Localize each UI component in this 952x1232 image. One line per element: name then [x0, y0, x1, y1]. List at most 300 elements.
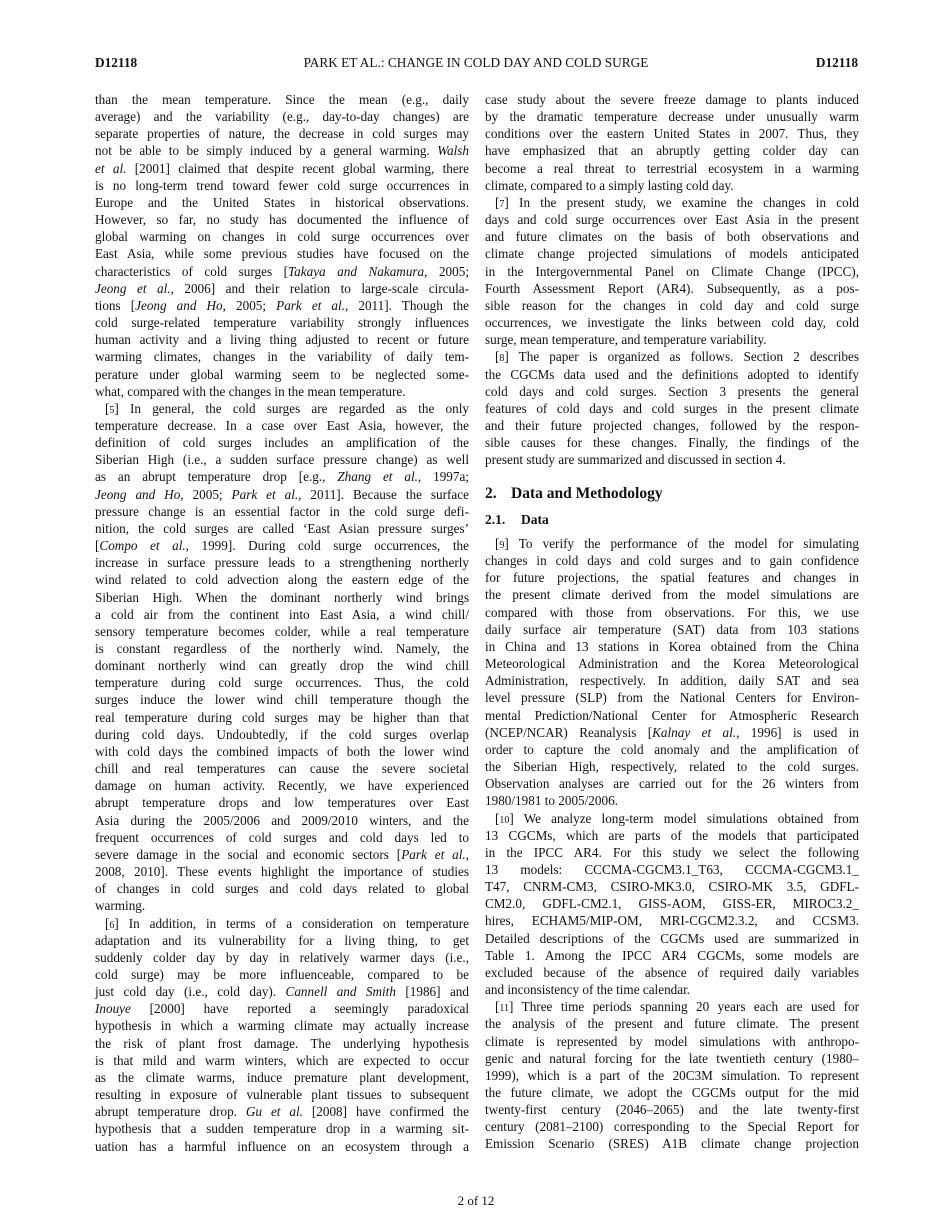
text-line	[95, 142, 469, 159]
body-text: Detailed descriptions of the CGCMs used are summarized in	[485, 930, 859, 946]
text-line	[95, 589, 469, 606]
text-line	[95, 125, 469, 142]
paragraph-bracket: ]	[114, 400, 119, 416]
body-text: [	[95, 538, 100, 554]
body-text: the risk of plant frost damage. The underlying hypothesis	[95, 1035, 469, 1051]
text-line	[95, 812, 469, 829]
body-text: case study about the severe freeze damage to plants induced	[485, 92, 859, 107]
text-line	[95, 623, 469, 640]
body-text: [2001] claimed that despite recent global warming, there	[126, 160, 469, 176]
body-text: human activity and a living thing adjusted to recent or future	[95, 332, 469, 348]
paragraph-bracket: [	[495, 810, 500, 826]
body-text: The paper is organized as follows. Section 2 describes	[508, 349, 859, 365]
text-line	[95, 331, 469, 348]
body-text: become a real threat to terrestrial ecosystem in a warming	[485, 160, 859, 176]
body-text: suddenly colder day by day in relatively warmer days (i.e.,	[95, 949, 469, 965]
body-text: , 1999]. During cold surge occurrences, the	[185, 538, 469, 554]
body-text: and inconsistency of the time calendar.	[485, 982, 691, 998]
body-text: , 2005;	[424, 263, 469, 279]
paragraph-number: 9	[499, 540, 505, 551]
text-line	[95, 897, 469, 914]
body-text: excluded because of the absence of required daily variables	[485, 964, 859, 980]
text-line	[485, 1050, 859, 1067]
text-line	[95, 794, 469, 811]
text-line	[485, 417, 859, 434]
body-text: real temperature during cold surges may be higher than that	[95, 709, 469, 725]
text-line	[485, 1015, 859, 1032]
body-text: characteristics of cold surges [	[95, 263, 289, 279]
text-line	[485, 194, 859, 211]
paragraph	[95, 91, 469, 400]
body-text: However, so far, no study has documented the influence of	[95, 212, 469, 228]
body-text: is that mild and warm winters, which are expected to occur	[95, 1052, 469, 1068]
body-text: and future climates on the basis of both observations and	[485, 229, 859, 245]
body-text: warming climates, changes in the variability of daily tem-	[95, 349, 469, 365]
body-text: mental Prediction/National Center for Atmospheric Research	[485, 707, 859, 723]
text-line	[485, 930, 859, 947]
paragraph-bracket: ]	[504, 536, 509, 551]
body-text: , 2011]. Because the surface	[298, 486, 469, 502]
text-line	[95, 863, 469, 880]
text-line	[485, 895, 859, 912]
body-text: To verify the performance of the model for simulating	[508, 536, 859, 551]
body-text: order to capture the cold anomaly and the amplification of	[485, 741, 859, 757]
body-text: century (2081–2100) corresponding to the Special Report for	[485, 1119, 859, 1135]
text-line	[95, 211, 469, 228]
text-line	[95, 314, 469, 331]
body-text: Europe and the United States in historical observations.	[95, 194, 469, 210]
text-line	[485, 1033, 859, 1050]
body-text: of changes in cold surges and cold days related to global	[95, 881, 469, 897]
body-text: abrupt temperature drop.	[95, 1104, 246, 1120]
body-text: , 2005;	[222, 297, 277, 313]
running-title: PARK ET AL.: CHANGE IN COLD DAY AND COLD SURGE	[303, 55, 649, 70]
body-text: surge, mean temperature, and temperature variability.	[485, 332, 767, 348]
text-line	[95, 417, 469, 434]
body-text: resulting in exposure of vulnerable plant tissues to subsequent	[95, 1087, 469, 1103]
text-line	[95, 91, 469, 108]
body-text: what, compared with the changes in the mean temperature.	[95, 383, 406, 399]
text-line	[485, 878, 859, 895]
body-text: pressure change is an essential factor in the cold surge defi-	[95, 503, 469, 519]
citation-text: Cannell and Smith	[285, 984, 396, 1000]
body-text: [2008] have confirmed the	[302, 1104, 469, 1120]
body-text: CM2.0, GDFL-CM2.1, GISS-AOM, GISS-ER, MIROC3.2_	[485, 896, 859, 912]
body-text: Asia during the 2005/2006 and 2009/2010 winters, and the	[95, 812, 469, 828]
body-text: climate is represented by model simulations with anthropo-	[485, 1033, 859, 1049]
body-text: as an abrupt temperature drop [e.g.,	[95, 469, 338, 485]
text-line	[485, 912, 859, 929]
text-line	[95, 932, 469, 949]
body-text: 13 CGCMs, which are parts of the models that participated	[485, 827, 859, 843]
left-column	[95, 91, 469, 1155]
body-text: genic and natural forcing for the late twentieth century (1980–	[485, 1050, 859, 1066]
text-line	[485, 211, 859, 228]
text-line	[485, 998, 859, 1015]
text-line	[95, 777, 469, 794]
text-line	[95, 434, 469, 451]
text-line	[95, 468, 469, 485]
paragraph	[485, 91, 859, 194]
text-line	[485, 827, 859, 844]
text-line	[485, 125, 859, 142]
body-text: increase in surface pressure leads to a strengthening northerly	[95, 555, 469, 571]
page-number: 2 of 12	[457, 1193, 495, 1208]
body-text: daily surface air temperature (SAT) data from 103 stations	[485, 621, 859, 637]
text-line	[95, 1120, 469, 1137]
paragraph-bracket: ]	[504, 194, 509, 210]
body-text: In addition, in terms of a consideration on temperature	[118, 915, 469, 931]
body-text: sensory temperature becomes colder, while a real temperature	[95, 623, 469, 639]
text-line	[95, 108, 469, 125]
body-text: In the present study, we examine the changes in cold	[508, 194, 859, 210]
citation-text: Compo et al.	[99, 538, 186, 554]
body-text: abrupt temperature drops and low temperatures over East	[95, 795, 469, 811]
paragraph-number: 7	[499, 198, 505, 210]
text-line	[485, 655, 859, 672]
paragraph	[485, 810, 859, 999]
subsection-number: 2.1.	[485, 512, 506, 527]
right-column-bottom	[485, 535, 859, 1153]
body-text: climate, compared to a simply lasting cold day.	[485, 177, 734, 193]
body-text: chill and real temperatures can cause the severe societal	[95, 761, 469, 777]
body-text: severe damage in the social and economic sectors [	[95, 846, 402, 862]
text-line	[485, 552, 859, 569]
text-line	[485, 638, 859, 655]
body-text: than the mean temperature. Since the mean (e.g., daily	[95, 92, 469, 107]
text-line	[485, 741, 859, 758]
subsection-title: Data	[521, 512, 549, 527]
text-line	[485, 383, 859, 400]
paragraph-bracket: [	[495, 536, 500, 551]
text-line	[95, 348, 469, 365]
body-text: and their future projected changes, followed by the respon-	[485, 417, 859, 433]
body-text: perature under global warming seem to be neglected some-	[95, 366, 469, 382]
subsection-heading	[485, 512, 549, 528]
body-text: , 1996] is used in	[736, 724, 859, 740]
text-line	[485, 604, 859, 621]
body-text: cold surge-related temperature variability strongly influences	[95, 315, 469, 331]
text-line	[95, 1086, 469, 1103]
text-line	[95, 846, 469, 863]
section-title: Data and Methodology	[511, 485, 663, 502]
text-line	[485, 1118, 859, 1135]
paragraph-bracket: [	[495, 349, 500, 365]
text-line	[485, 177, 859, 194]
body-text: , 2005;	[180, 486, 232, 502]
paragraph-bracket: ]	[504, 349, 509, 365]
text-line	[485, 621, 859, 638]
citation-text: Takaya and Nakamura	[288, 263, 425, 279]
body-text: a cold air from the continent into East Asia, a wind chill/	[95, 606, 469, 622]
body-text: adaptation and its vulnerability for a living thing, to get	[95, 932, 469, 948]
citation-text: Jeong and Ho	[95, 486, 181, 502]
body-text: by the dramatic temperature decrease under unusually warm	[485, 109, 859, 125]
text-line	[95, 880, 469, 897]
paragraph-number: 8	[499, 353, 505, 365]
paragraph-number: 6	[109, 919, 115, 931]
text-line	[95, 503, 469, 520]
body-text: climate change projected simulations of models anticipated	[485, 246, 859, 262]
body-text: is no long-term trend toward fewer cold surge occurrences in	[95, 177, 469, 193]
paragraph-bracket: [	[495, 194, 500, 210]
text-line	[95, 571, 469, 588]
body-text: the analysis of the present and future climate. The present	[485, 1016, 859, 1032]
body-text: wind related to cold advection along the eastern edge of the	[95, 572, 469, 588]
text-line	[485, 981, 859, 998]
text-line	[485, 366, 859, 383]
text-line	[485, 142, 859, 159]
text-line	[485, 1067, 859, 1084]
body-text: East Asia, while some previous studies have focused on the	[95, 246, 469, 262]
text-line	[95, 743, 469, 760]
body-text: changes in cold days and cold surges and to gain confidence	[485, 553, 859, 569]
body-text: during cold days. Undoubtedly, if the cold surges overlap	[95, 726, 469, 742]
text-line	[95, 280, 469, 297]
text-line	[485, 672, 859, 689]
body-text: [1986] and	[395, 984, 469, 1000]
body-text: level pressure (SLP) from the National Centers for Environ-	[485, 690, 859, 706]
text-line	[485, 434, 859, 451]
paragraph	[485, 998, 859, 1152]
text-line	[485, 586, 859, 603]
text-line	[95, 709, 469, 726]
body-text: is constant regardless of the northerly wind. Namely, the	[95, 641, 469, 656]
paragraph-bracket: [	[105, 915, 110, 931]
text-line	[95, 245, 469, 262]
text-line	[95, 486, 469, 503]
body-text: nition, the cold surges are called ‘East Asian pressure surges’	[95, 520, 469, 536]
text-line	[95, 657, 469, 674]
body-text: temperature during cold surge occurrences. Thus, the cold	[95, 675, 469, 691]
text-line	[485, 689, 859, 706]
text-line	[95, 520, 469, 537]
paragraph	[485, 535, 859, 810]
body-text: dominant northerly wind can greatly drop the wind chill	[95, 658, 469, 674]
body-text: cold surge) may be more influenceable, compared to be	[95, 966, 469, 982]
body-text: , 2011]. Though the	[345, 297, 469, 313]
text-line	[485, 91, 859, 108]
body-text: for future projections, the spatial features and changes in	[485, 570, 859, 586]
text-line	[95, 366, 469, 383]
journal-id-right: D12118	[815, 55, 858, 70]
body-text: in the IPCC AR4. For this study we select the following	[485, 844, 859, 860]
text-line	[95, 451, 469, 468]
text-line	[95, 263, 469, 280]
body-text: Siberian High. When the dominant northerly wind brings	[95, 589, 469, 605]
body-text: sible causes for these changes. Finally, the findings of the	[485, 435, 859, 451]
body-text: hires, ECHAM5/MIP-OM, MRI-CGCM2.3.2, and CCSM3.	[485, 913, 859, 929]
paragraph-bracket: ]	[509, 999, 514, 1015]
text-line	[95, 1138, 469, 1155]
text-line	[95, 726, 469, 743]
text-line	[485, 297, 859, 314]
paragraph-number: 11	[499, 1003, 510, 1015]
citation-text: Jeong and Ho	[135, 297, 223, 313]
body-text: Meteorological Administration and the Korea Meteorological	[485, 656, 859, 672]
body-text: sible reason for the changes in cold day and cold surge	[485, 297, 859, 313]
body-text: definition of cold surges includes an amplification of the	[95, 435, 469, 451]
body-text: compared with those from observations. For this, we use	[485, 604, 859, 620]
body-text: In general, the cold surges are regarded as the only	[118, 400, 469, 416]
body-text: separate properties of nature, the decrease in cold surges may	[95, 126, 469, 142]
citation-text: Inouye	[95, 1001, 131, 1017]
text-line	[485, 245, 859, 262]
body-text: the future climate, we adopt the CGCMs output for the mid	[485, 1085, 859, 1100]
body-text: T47, CNRM-CM3, CSIRO-MK3.0, CSIRO-MK 3.5, GDFL-	[485, 879, 859, 895]
paragraph	[485, 348, 859, 468]
text-line	[485, 331, 859, 348]
body-text: days and cold surge occurrences over East Asia in the present	[485, 212, 859, 228]
body-text: Emission Scenario (SRES) A1B climate change projection	[485, 1136, 859, 1152]
paragraph-bracket: [	[105, 400, 110, 416]
text-line	[95, 606, 469, 623]
body-text: damage on human activity. Recently, we have experienced	[95, 778, 469, 794]
text-line	[95, 966, 469, 983]
right-column-top	[485, 91, 859, 468]
body-text: present study are summarized and discussed in section 4.	[485, 452, 786, 468]
paragraph	[95, 400, 469, 915]
body-text: 13 models: CCCMA-CGCM3.1_T63, CCCMA-CGCM3.1_	[485, 861, 859, 877]
text-line	[95, 1069, 469, 1086]
body-text: twenty-first century (2046–2065) and the late twenty-first	[485, 1102, 859, 1118]
text-line	[485, 263, 859, 280]
text-line	[485, 947, 859, 964]
text-line	[95, 160, 469, 177]
paragraph-bracket: [	[495, 999, 500, 1015]
body-text: just cold day (i.e., cold day).	[95, 984, 286, 1000]
body-text: conditions over the eastern United States in 2007. Thus, they	[485, 126, 859, 142]
section-heading	[485, 485, 663, 503]
body-text: in the Intergovernmental Panel on Climate Change (IPCC),	[485, 263, 859, 279]
citation-text: Gu et al.	[245, 1104, 303, 1120]
citation-text: Park et al.	[231, 486, 299, 502]
text-line	[485, 280, 859, 297]
paragraph-bracket: ]	[114, 915, 119, 931]
citation-text: Jeong et al.	[95, 280, 171, 296]
body-text: ,	[465, 846, 469, 862]
text-line	[95, 537, 469, 554]
body-text: [2000] have reported a seemingly paradoxical	[130, 1001, 469, 1017]
paragraph-bracket: ]	[509, 810, 514, 826]
text-line	[485, 348, 859, 365]
body-text: the present climate derived from the model simulations are	[485, 587, 859, 603]
text-line	[485, 314, 859, 331]
body-text: Fourth Assessment Report (AR4). Subsequently, as a pos-	[485, 280, 859, 296]
text-line	[95, 194, 469, 211]
text-line	[95, 1052, 469, 1069]
text-line	[95, 297, 469, 314]
body-text: 1999), which is a part of the 20C3M simulation. To represent	[485, 1067, 859, 1083]
citation-text: Park et al.	[276, 297, 345, 313]
text-line	[485, 160, 859, 177]
citation-text: Park et al.	[401, 846, 466, 862]
body-text: We analyze long-term model simulations obtained from	[513, 810, 859, 826]
text-line	[95, 983, 469, 1000]
body-text: Three time periods spanning 20 years each are used for	[513, 999, 859, 1015]
body-text: Siberian High (i.e., a sudden surface pressure change) as well	[95, 452, 469, 468]
body-text: the CGCMs data used and the definitions adopted to identify	[485, 366, 859, 382]
body-text: 2008, 2010]. These events highlight the importance of studies	[95, 864, 469, 880]
body-text: surges induce the lower wind chill temperature though the	[95, 692, 469, 708]
text-line	[95, 949, 469, 966]
citation-text: Zhang et al.	[337, 469, 418, 485]
text-line	[485, 1084, 859, 1101]
text-line	[95, 177, 469, 194]
body-text: frequent occurrences of cold surges and cold days led to	[95, 829, 469, 845]
text-line	[485, 775, 859, 792]
body-text: 1980/1981 to 2005/2006.	[485, 793, 618, 809]
text-line	[95, 400, 469, 417]
text-line	[485, 964, 859, 981]
text-line	[95, 1000, 469, 1017]
text-line	[95, 1103, 469, 1120]
journal-id-left: D12118	[95, 55, 138, 70]
body-text: in China and 13 stations in Korea obtained from the China	[485, 638, 859, 654]
body-text: hypothesis that a sudden temperature drop in a warming sit-	[95, 1121, 469, 1137]
paragraph	[95, 915, 469, 1155]
text-line	[95, 383, 469, 400]
body-text: the Siberian High, respectively, related to the cold surges.	[485, 759, 859, 775]
body-text: features of cold days and cold surges in the present climate	[485, 400, 859, 416]
body-text: occurrences, we investigate the links between cold day, cold	[485, 315, 859, 331]
body-text: Observation analyses are carried out for the 26 winters from	[485, 776, 859, 792]
text-line	[95, 829, 469, 846]
text-line	[485, 569, 859, 586]
body-text: global warming on changes in cold surge occurrences over	[95, 229, 469, 245]
text-line	[485, 792, 859, 809]
text-line	[485, 861, 859, 878]
text-line	[485, 844, 859, 861]
body-text: , 1997a;	[417, 469, 469, 485]
body-text: with cold days the combined impacts of both the lower wind	[95, 743, 469, 759]
paragraph-number: 10	[499, 814, 510, 826]
text-line	[485, 400, 859, 417]
paragraph-number: 5	[109, 404, 115, 416]
text-line	[95, 674, 469, 691]
body-text: uation has a harmful influence on an ecosystem through a	[95, 1138, 469, 1154]
text-line	[485, 724, 859, 741]
text-line	[95, 915, 469, 932]
text-line	[485, 451, 859, 468]
text-line	[485, 707, 859, 724]
body-text: temperature decrease. In a case over East Asia, however, the	[95, 417, 469, 433]
text-line	[95, 691, 469, 708]
text-line	[95, 640, 469, 657]
section-number: 2.	[485, 485, 497, 502]
citation-text: et al.	[95, 160, 127, 176]
body-text: cold days and cold surges. Section 3 presents the general	[485, 383, 859, 399]
body-text: tions [	[95, 297, 136, 313]
body-text: have emphasized that an abruptly getting colder day can	[485, 143, 859, 159]
body-text: warming.	[95, 898, 146, 914]
citation-text: Walsh	[437, 143, 469, 159]
text-line	[95, 1035, 469, 1052]
body-text: Table 1. Among the IPCC AR4 CGCMs, some models are	[485, 947, 859, 963]
text-line	[95, 760, 469, 777]
text-line	[485, 810, 859, 827]
text-line	[485, 1135, 859, 1152]
text-line	[95, 554, 469, 571]
text-line	[485, 758, 859, 775]
body-text: average) and the variability (e.g., day-to-day changes) are	[95, 109, 469, 125]
body-text: as the climate warms, induce premature plant development,	[95, 1069, 469, 1085]
text-line	[485, 1101, 859, 1118]
text-line	[95, 1017, 469, 1034]
text-line	[485, 228, 859, 245]
citation-text: Kalnay et al.	[652, 724, 737, 740]
text-line	[95, 228, 469, 245]
